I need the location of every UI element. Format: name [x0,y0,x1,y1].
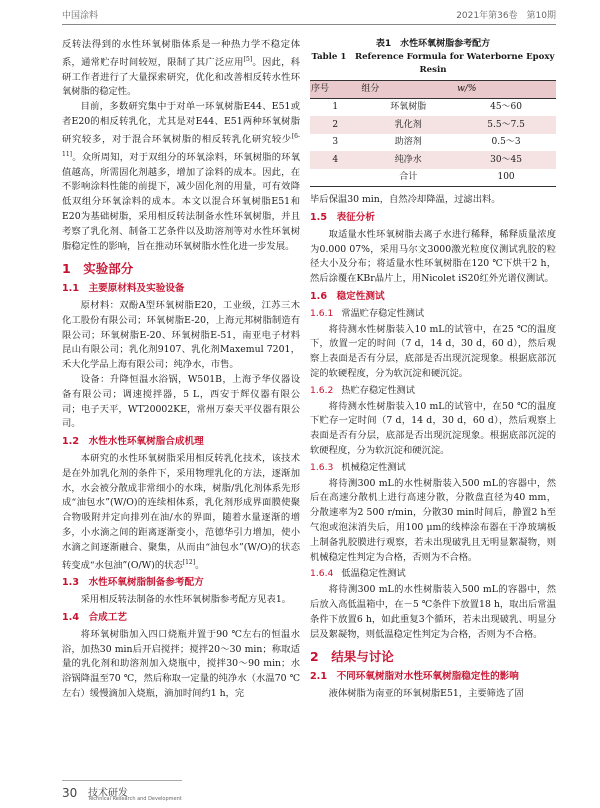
paragraph-characterization: 取适量水性环氧树脂去离子水进行稀释，稀释质量浓度为0.000 07%，采用马尔文3000激光粒度仪测试乳胶的粒径大小及分布；将适量水性环氧树脂在120 ℃下烘干2 h，然后涂覆在KBr晶片上，用Nicolet iS20红外光谱仪测试。 [310,228,556,285]
subsubsection-heading-low-temp: 1.6.4 低温稳定性测试 [310,568,406,580]
subsection-heading-materials: 1.1 主要原材料及实验设备 [62,283,185,295]
page-number: 30 [62,786,78,800]
table-header-cell: 序号 [310,81,360,99]
paragraph-resin-effect: 液体树脂为南亚的环氧树脂E51，主要筛选了固 [328,688,524,699]
running-header [62,8,556,24]
table-cell [310,169,360,187]
paragraph-mechanical: 将待测300 mL的水性树脂装入500 mL的容器中，然后在高速分散机上进行高速分散，分散盘直径为40 mm，分散速率为2 500 r/min，分散30 min时间后，静置2 h至气泡或泡沫消失后，用100 μm的线棒涂布器在干净玻璃板上制备乳胶膜进行观察，若未出现破乳且无明显絮凝物，则机械稳定性判定为合格，否则为不合格。 [310,477,556,563]
paragraph-low-temp: 将待测300 mL的水性树脂装入500 mL的容器中，然后放入高低温箱中，在－5 ℃条件下放置18 h，取出后常温条件下放置6 h，如此重复3个循环，若未出现破乳、明显分层及絮凝物，则低温稳定性判定为合格，否则为不合格。 [310,584,556,640]
subsection-heading-resin-effect: 2.1 不同环氧树脂对水性环氧树脂稳定性的影响 [310,671,519,683]
table-caption: 表1 水性环氧树脂参考配方 [375,39,491,49]
left-column [62,38,300,702]
table-header-row [310,81,556,99]
paragraph-intro: 反转法得到的水性环氧树脂体系是一种热力学不稳定体系，通常贮存时间较短，限制了其广泛应用[5]。因此，科研工作者进行了大量探索研究，优化和改善相反转水性环氧树脂的稳定性。 [62,39,300,98]
paragraph-mechanism: 本研究的水性环氧树脂采用相反转乳化技术，该技术是在外加乳化剂的条件下，采用物理乳化的方法，逐渐加水，水会被分散成非常细小的水珠，树脂/乳化剂体系先形成“油包水”(W/O)的连续相体系，乳化剂形成界面膜使聚合物吸附并定向排列在油/水的界面，随着水量逐渐的增多，小水滴之间的距离逐渐变小，范德华引力增加，使小水滴之间逐渐融合、聚集，从而由“油包水”(W/O)的状态转变成“水包油”(O/W)的状态[12]。 [62,453,300,571]
table-header-cell: 组分 [360,81,456,99]
table-row [310,151,556,169]
table-cell: 3 [332,137,339,148]
issue-info: 2021年第36卷 第10期 [456,11,556,21]
subsubsection-heading-room-temp: 1.6.1 常温贮存稳定性测试 [310,307,425,319]
paragraph-equipment: 设备：升降恒温水浴锅，W501B，上海予华仪器设备有限公司；调速搅拌器，5 L，西安于辉仪器有限公司；电子天平，WT20002KE，常州万泰天平仪器有限公司。 [62,374,300,430]
subsection-heading-mechanism: 1.2 水性水性环氧树脂合成机理 [62,436,204,448]
table-caption-english: Table 1 Reference Formula for Waterborne Epoxy Resin [311,52,555,75]
table-cell: 纯净水 [360,151,456,169]
subsection-heading-characterization: 1.5 表征分析 [310,212,375,224]
footer-section-name: 技术研发 [88,788,128,799]
subsection-heading-synthesis: 1.4 合成工艺 [62,612,127,624]
right-column [310,38,556,702]
subsubsection-heading-heat: 1.6.2 热贮存稳定性测试 [310,384,415,396]
subsubsection-heading-mechanical: 1.6.3 机械稳定性测试 [310,461,406,473]
section-heading-results: 2 结果与讨论 [310,649,394,665]
table-cell: 助溶剂 [394,137,422,148]
paragraph-formula: 采用相反转法制备的水性环氧树脂参考配方见表1。 [80,594,292,606]
table-cell: 30～45 [456,151,556,169]
table-header-cell: w/% [456,81,556,99]
formula-table [310,80,556,187]
table-cell: 5.5～7.5 [456,116,556,134]
table-cell: 100 [456,169,556,187]
table-row [310,116,556,134]
header-rule [62,24,556,25]
table-row-total [310,169,556,187]
paragraph-room-temp: 将待测水性树脂装入10 mL的试管中，在25 ℃的温度下，放置一定的时间（7 d，14 d，30 d，60 d），然后观察上表面是否有分层，底部是否出现沉淀现象。根据底部沉淀的软硬程度，分为软沉淀和硬沉淀。 [310,323,556,380]
subsection-heading-stability: 1.6 稳定性测试 [310,291,385,303]
table-cell: 环氧树脂 [390,102,427,113]
paragraph-synthesis-cont: 毕后保温30 min，自然冷却降温，过滤出料。 [310,194,501,206]
table-cell: 45～60 [490,102,523,113]
table-cell: 合计 [360,169,456,187]
section-heading-experiment: 1 实验部分 [62,261,134,277]
table-cell: 4 [310,151,360,169]
footer-rule [62,780,182,781]
table-cell: 乳化剂 [360,116,456,134]
footer-section-name-english: Technical Research and Development [88,796,182,802]
table-row [310,134,556,152]
paragraph-background: 目前，多数研究集中于对单一环氧树脂E44、E51或者E20的相反转乳化，尤其是对E44、E51两种环氧树脂研究较多，对于混合环氧树脂的相反转乳化研究较少[6-11]。众所周知，对于双组分的环氧涂料，环氧树脂的环氧值越高，所需固化剂越多，增加了涂料的成本。因此，在不影响涂料性能的前提下，减少固化剂的用量，可有效降低双组分环氧涂料的成本。本文以混合环氧树脂E51和E20为基础树脂，采用相反转法制备水性环氧树脂，并且考察了乳化剂、制备工艺条件以及助溶剂等对水性环氧树脂稳定性的影响，旨在推动环氧树脂水性化进一步发展。 [62,101,300,252]
table-row [310,98,556,116]
table-cell: 0.5～3 [491,137,521,148]
paragraph-heat: 将待测水性树脂装入10 mL的试管中，在50 ℃的温度下贮存一定时间（7 d，14 d，30 d，60 d），然后观察上表面是否有分层，底部是否出现沉淀现象。根据底部沉淀的软硬程度，分为软沉淀和硬沉淀。 [310,400,556,457]
subsection-heading-formula: 1.3 水性环氧树脂制备参考配方 [62,577,204,589]
paragraph-materials: 原材料：双酚A型环氧树脂E20，工业级，江苏三木化工股份有限公司；环氧树脂E-20，上海元邦树脂制造有限公司；环氧树脂E-20、环氧树脂E-51，南亚电子材料昆山有限公司；乳化剂9107、乳化剂Maxemul 7201，禾大化学品上海有限公司；纯净水，市售。 [62,300,300,371]
journal-name: 中国涂料 [62,11,99,21]
table-cell: 1 [332,102,339,113]
table-cell: 2 [310,116,360,134]
paragraph-synthesis: 将环氧树脂加入四口烧瓶并置于90 ℃左右的恒温水浴，加热30 min后开启搅拌；搅拌20～30 min；称取适量的乳化剂和助溶剂加入烧瓶中，搅拌30～90 min；水浴锅降温至70 ℃，然后称取一定量的纯净水（水温70 ℃左右）缓慢滴加入烧瓶，滴加时间约1 h，完 [62,628,300,700]
